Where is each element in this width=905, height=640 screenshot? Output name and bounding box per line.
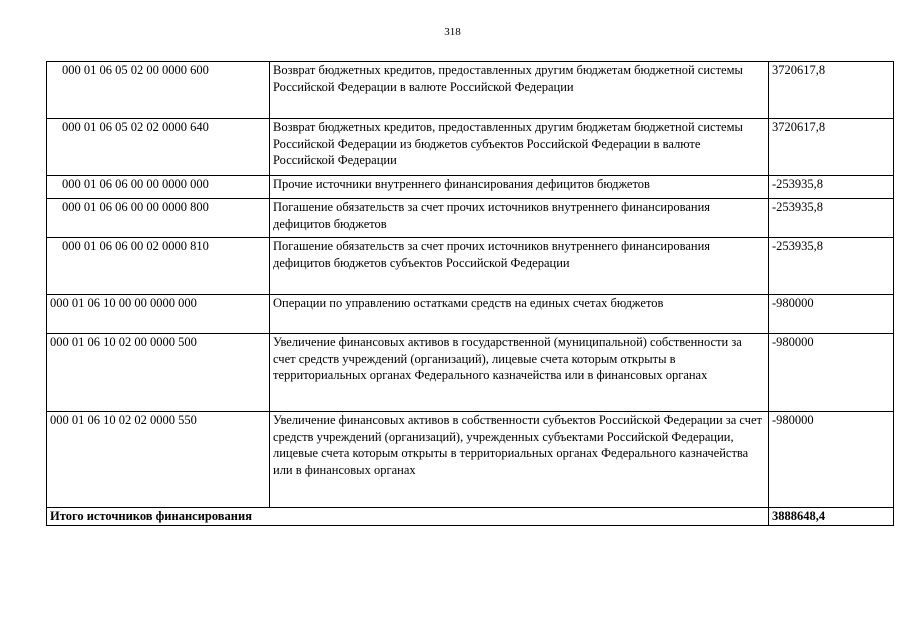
table-row bbox=[47, 176, 894, 199]
row-description: Операции по управлению остатками средств на единых счетах бюджетов bbox=[270, 295, 769, 334]
row-amount: 3720617,8 bbox=[769, 62, 894, 119]
table-row bbox=[47, 199, 894, 238]
total-label: Итого источников финансирования bbox=[47, 508, 769, 526]
financing-sources-table bbox=[46, 61, 894, 526]
row-amount: 3720617,8 bbox=[769, 119, 894, 176]
budget-code: 000 01 06 10 02 00 0000 500 bbox=[47, 334, 270, 412]
budget-code: 000 01 06 05 02 02 0000 640 bbox=[47, 119, 270, 176]
row-amount: -253935,8 bbox=[769, 176, 894, 199]
row-amount: -253935,8 bbox=[769, 238, 894, 295]
row-amount: -980000 bbox=[769, 334, 894, 412]
budget-code: 000 01 06 05 02 00 0000 600 bbox=[47, 62, 270, 119]
row-description: Увеличение финансовых активов в государственной (муниципальной) собственности за счет средств учреждений (организаций), лицевые счета которым открыты в территориальных органах Федерального казначейства или в финансовых органах bbox=[270, 334, 769, 412]
row-amount: -980000 bbox=[769, 295, 894, 334]
table-row bbox=[47, 334, 894, 412]
budget-code: 000 01 06 06 00 00 0000 800 bbox=[47, 199, 270, 238]
row-amount: -253935,8 bbox=[769, 199, 894, 238]
row-description: Погашение обязательств за счет прочих источников внутреннего финансирования дефицитов бюджетов субъектов Российской Федерации bbox=[270, 238, 769, 295]
row-description: Прочие источники внутреннего финансирования дефицитов бюджетов bbox=[270, 176, 769, 199]
table-row bbox=[47, 62, 894, 119]
total-row bbox=[47, 508, 894, 526]
table-row bbox=[47, 412, 894, 508]
budget-code: 000 01 06 10 02 02 0000 550 bbox=[47, 412, 270, 508]
row-description: Погашение обязательств за счет прочих источников внутреннего финансирования дефицитов бюджетов bbox=[270, 199, 769, 238]
row-description: Увеличение финансовых активов в собственности субъектов Российской Федерации за счет средств учреждений (организаций), учрежденных субъектами Российской Федерации, лицевые счета которым открыты в территориальных органах Федерального казначейства или в финансовых органах bbox=[270, 412, 769, 508]
table-row bbox=[47, 238, 894, 295]
budget-code: 000 01 06 06 00 00 0000 000 bbox=[47, 176, 270, 199]
row-description: Возврат бюджетных кредитов, предоставленных другим бюджетам бюджетной системы Российской Федерации в валюте Российской Федерации bbox=[270, 62, 769, 119]
table-row bbox=[47, 295, 894, 334]
total-amount: 3888648,4 bbox=[769, 508, 894, 526]
row-amount: -980000 bbox=[769, 412, 894, 508]
row-description: Возврат бюджетных кредитов, предоставленных другим бюджетам бюджетной системы Российской Федерации из бюджетов субъектов Российской Федерации в валюте Российской Федерации bbox=[270, 119, 769, 176]
budget-code: 000 01 06 06 00 02 0000 810 bbox=[47, 238, 270, 295]
table-row bbox=[47, 119, 894, 176]
budget-code: 000 01 06 10 00 00 0000 000 bbox=[47, 295, 270, 334]
page-number: 318 bbox=[444, 26, 461, 38]
